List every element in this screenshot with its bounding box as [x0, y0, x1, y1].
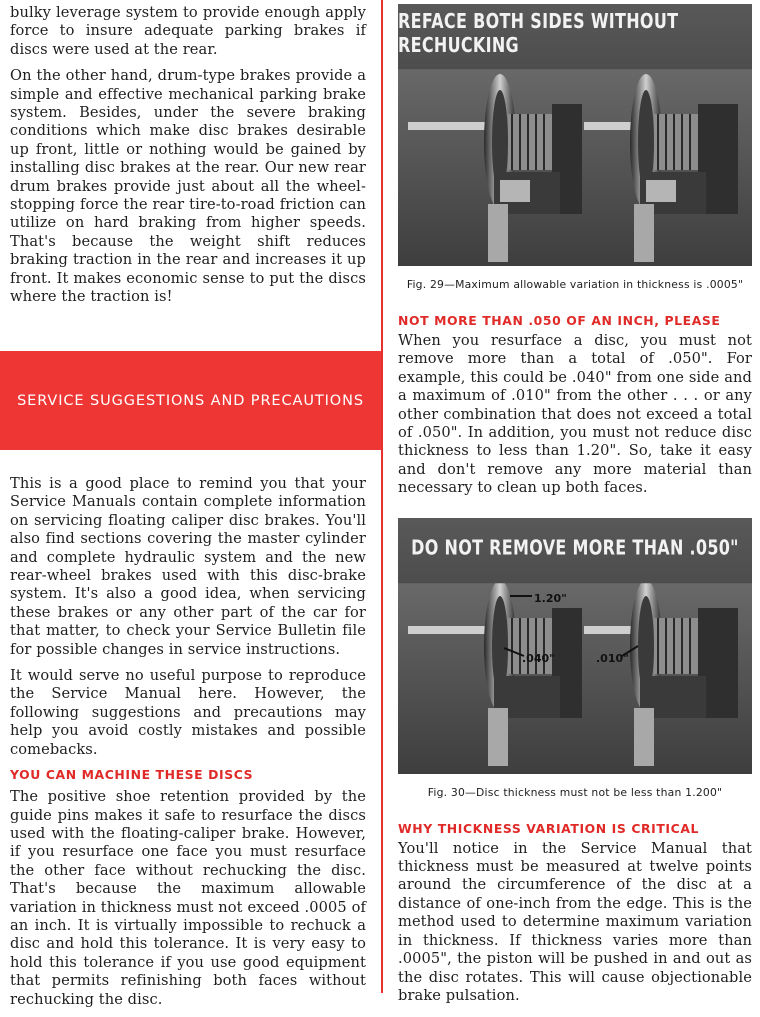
machine-paragraph: The positive shoe retention provided by the guide pins makes it safe to resurface the discs used with the floating-caliper brake. However, if you resurface one face you must resurface the other face without rechucking the disc. That's because the maximum allowable variation in thickness must not exceed .0005 of an inch. It is virtually impossible to rechuck a disc and hold this tolerance. It is very easy to hold this tolerance if you use good equipment that permits refinishing both faces without rechucking the disc. [10, 788, 366, 1008]
service-paragraph-2: It would serve no useful purpose to reproduce the Service Manual here. However, the following suggestions and precautions may help you avoid costly mistakes and possible comebacks. [10, 667, 366, 758]
not-more-paragraph: When you resurface a disc, you must not remove more than a total of .050". For example, this could be .040" from one side and a maximum of .010" from the other . . . or any other combination that does not exceed a total of .050". In addition, you must not reduce disc thickness to less than 1.20". So, take it easy and don't remove any more material than necessary to clean up both faces. [398, 332, 752, 497]
why-paragraph: You'll notice in the Service Manual that thickness must be measured at twelve points around the circumference of the disc at a distance of one-inch from the edge. This is the method used to determine maximum variation in thickness. If thickness varies more than .0005", the piston will be pushed in and out as the disc rotates. This will cause objectionable brake pulsation. [398, 839, 752, 1004]
why-heading: WHY THICKNESS VARIATION IS CRITICAL [398, 820, 700, 836]
not-more-heading: NOT MORE THAN .050 OF AN INCH, PLEASE [398, 313, 721, 328]
figure-30-title: DO NOT REMOVE MORE THAN .050" [398, 518, 752, 583]
intro-paragraph-1: bulky leverage system to provide enough apply force to insure adequate parking brakes if discs were used at the rear. [10, 4, 366, 58]
intro-paragraph-2: On the other hand, drum-type brakes provide a simple and effective mechanical parking brake system. Besides, under the severe braking conditions which make disc brakes desirable up front, little or nothing would be gained by installing disc brakes at the rear. Our new rear drum brakes provide just about all the wheel-stopping force the rear tire-to-road friction can utilize on hard braking from higher speeds. That's because the weight shift reduces braking traction in the rear and increases it up front. It makes economic sense to put the discs where the traction is! [10, 67, 366, 306]
service-section [10, 475, 366, 1017]
column-divider [381, 0, 383, 993]
left-column [10, 4, 366, 315]
figure-29-caption: Fig. 29—Maximum allowable variation in thickness is .0005" [406, 278, 744, 291]
label-left-cut: .040" [522, 651, 555, 665]
banner-title: SERVICE SUGGESTIONS AND PRECAUTIONS [17, 392, 364, 409]
service-paragraph-1: This is a good place to remind you that your Service Manuals contain complete information on servicing floating caliper disc brakes. You'll also find sections covering the master cylinder and complete hydraulic system and the new rear-wheel brakes used with this disc-brake system. It's also a good idea, when servicing these brakes or any other part of the car for that matter, to check your Service Bulletin file for possible changes in service instructions. [10, 475, 366, 658]
figure-30-photo [398, 518, 752, 774]
section-banner [0, 351, 381, 450]
figure-29-photo [398, 4, 752, 266]
label-right-cut: .010" [596, 651, 629, 665]
figure-30-caption: Fig. 30—Disc thickness must not be less than 1.200" [427, 785, 723, 799]
figure-29-title: REFACE BOTH SIDES WITHOUT RECHUCKING [398, 4, 752, 69]
right-column [398, 4, 752, 1013]
label-thickness: 1.20" [534, 591, 567, 605]
machine-heading: YOU CAN MACHINE THESE DISCS [10, 767, 254, 783]
